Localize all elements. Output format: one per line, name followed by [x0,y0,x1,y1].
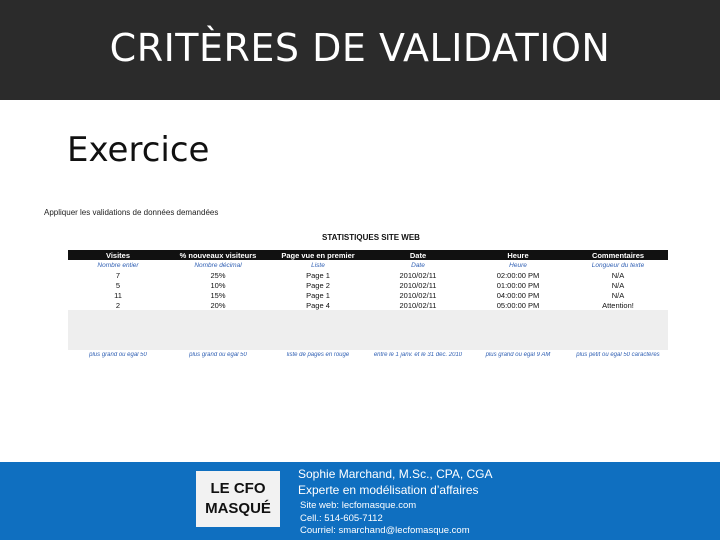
table-cell[interactable]: 2 [115,300,121,310]
table-cell[interactable]: 20% [210,300,226,310]
column-header: Visites [105,250,131,260]
company-logo [196,471,280,527]
table-row [68,280,668,290]
column-header: Heure [507,250,529,260]
table-cell[interactable]: 5 [115,280,121,290]
table-cell[interactable]: 2010/02/11 [399,280,437,290]
author-role: Experte en modélisation d’affaires [298,483,479,497]
table-cell[interactable]: 2010/02/11 [399,270,437,280]
slide-subtitle: Exercice [67,130,210,170]
logo-line: LE CFO [210,480,266,497]
empty-rows-area [68,310,668,350]
table-cell[interactable]: N/A [611,270,625,280]
website-text: Site web: lecfomasque.com [300,500,417,511]
table-row [68,300,668,310]
author-name: Sophie Marchand, M.Sc., CPA, CGA [298,467,493,481]
column-header: Date [409,250,427,260]
table-cell[interactable]: Page 1 [306,270,330,280]
table-cell[interactable]: Page 1 [306,290,330,300]
notes-row [68,350,668,360]
column-header: % nouveaux visiteurs [179,250,257,260]
email-text: Courriel: smarchand@lecfomasque.com [300,525,470,536]
table-cell[interactable]: 7 [115,270,121,280]
table-cell[interactable]: 2010/02/11 [399,300,437,310]
table-cell[interactable]: 01:00:00 PM [496,280,540,290]
table-cell[interactable]: 15% [210,290,226,300]
type-cell: Nombre entier [97,261,139,269]
table-header-row [68,250,668,260]
type-cell: Longueur du texte [591,261,645,269]
type-row [68,260,668,270]
slide-title: CRITÈRES DE VALIDATION [109,26,611,70]
type-cell: Heure [509,261,527,269]
note-cell: plus petit ou égal 50 caractères [576,352,660,358]
table-cell[interactable]: 04:00:00 PM [496,290,540,300]
type-cell: Nombre décimal [194,261,242,269]
note-cell: plus grand ou égal 50 [189,352,247,358]
type-cell: Date [411,261,425,269]
logo-line: MASQUÉ [205,500,271,517]
table-cell[interactable]: Attention! [568,301,668,310]
table-row [68,290,668,300]
table-cell[interactable]: Page 4 [306,300,330,310]
note-cell: plus grand ou égal 9 AM [485,352,551,358]
column-header: Page vue en premier [281,250,355,260]
table-cell[interactable]: 05:00:00 PM [496,300,540,310]
table-cell[interactable]: N/A [611,290,625,300]
column-header: Commentaires [591,250,645,260]
type-cell: Liste [311,261,325,269]
table-cell[interactable]: N/A [611,280,625,290]
title-bar [0,0,720,100]
note-cell: plus grand ou égal 50 [89,352,147,358]
note-cell: entre le 1 janv. et le 31 déc. 2010 [373,352,463,358]
table-cell[interactable]: 25% [210,270,226,280]
sheet-instruction: Appliquer les validations de données demandées [44,208,219,217]
table-cell[interactable]: 02:00:00 PM [496,270,540,280]
table-cell[interactable]: 11 [114,290,122,300]
table-cell[interactable]: 10% [210,280,226,290]
note-cell: liste de pages en rouge [286,352,350,358]
stats-table [68,250,668,360]
table-row [68,270,668,280]
phone-text: Cell.: 514-605-7112 [300,513,383,524]
table-title: STATISTIQUES SITE WEB [322,233,420,242]
table-cell[interactable]: 2010/02/11 [399,290,437,300]
table-cell[interactable]: Page 2 [306,280,330,290]
